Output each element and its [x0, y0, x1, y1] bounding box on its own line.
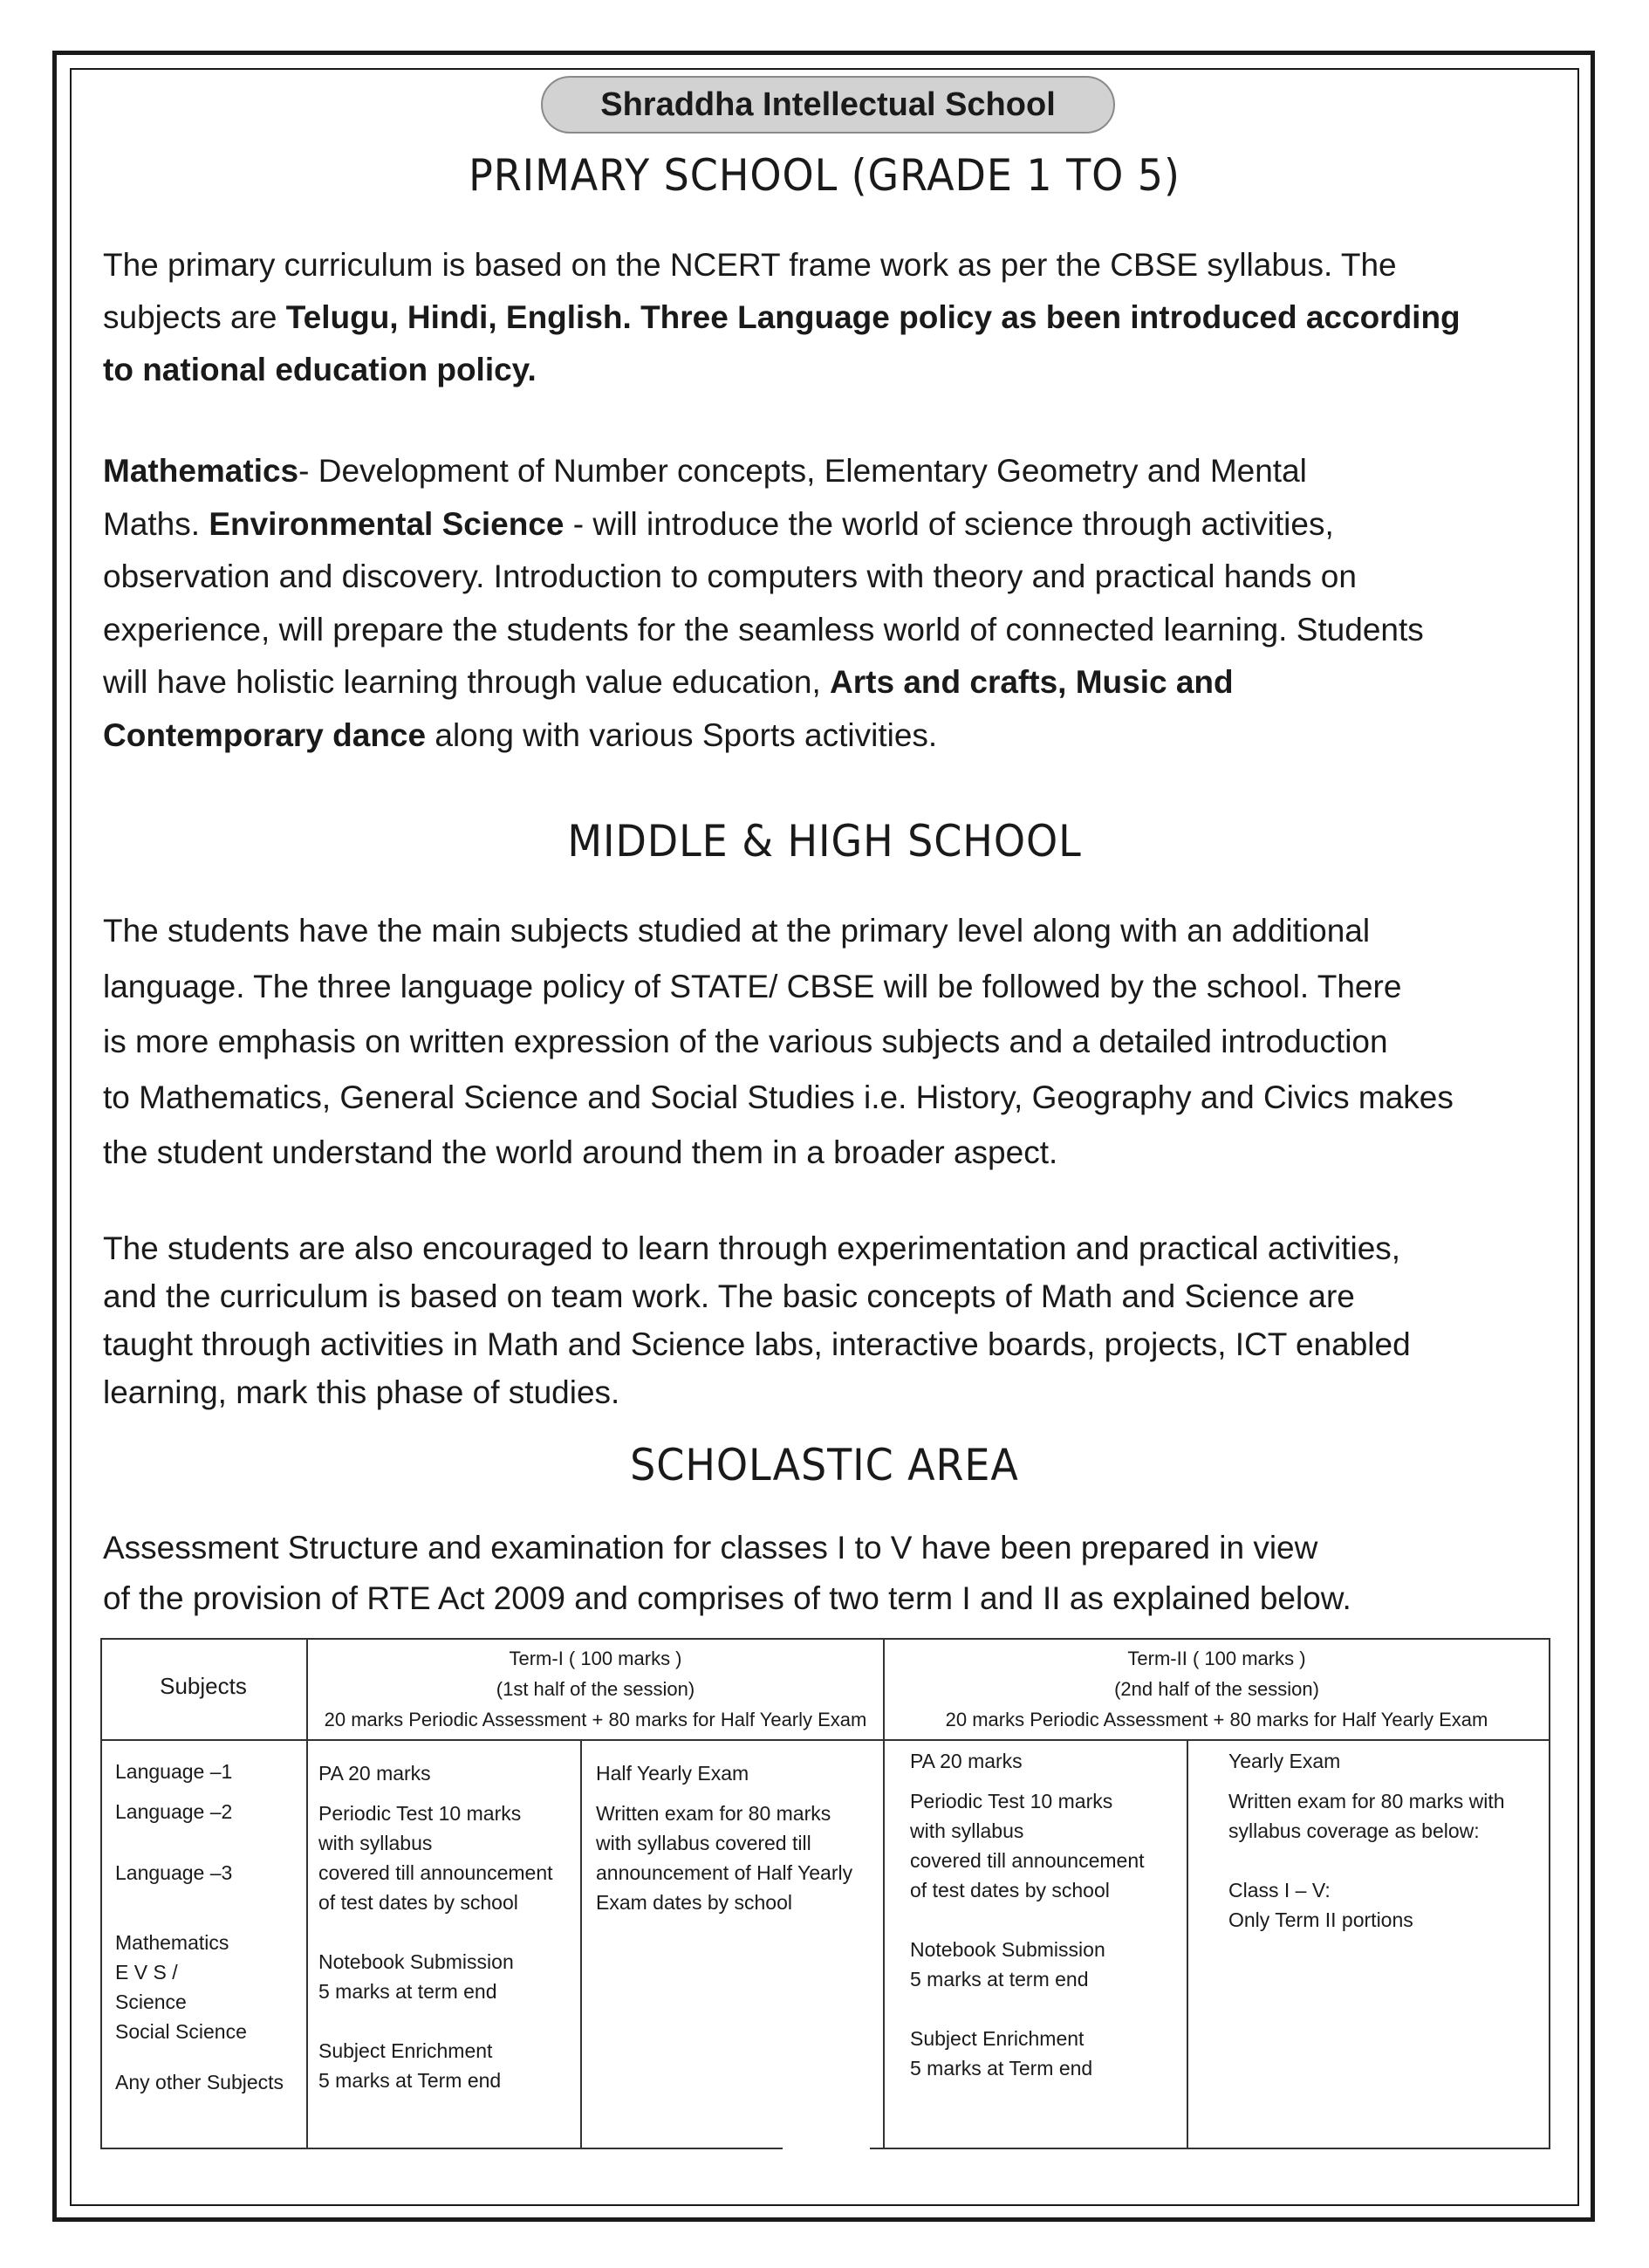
primary-paragraph-1 [103, 239, 1551, 396]
cell-line: Periodic Test 10 marks [318, 1802, 522, 1825]
cell-line: with syllabus [318, 1832, 433, 1854]
school-name-badge [541, 76, 1115, 134]
text-line: and the curriculum is based on team work. The basic concepts of Math and Science are [103, 1278, 1355, 1314]
text-line: The students have the main subjects studied at the primary level along with an additional [103, 913, 1371, 949]
table-border-left [100, 1638, 102, 2149]
subject-item: Science [115, 1990, 187, 2013]
term1-header [308, 1643, 883, 1735]
table-col-divider [1187, 1739, 1188, 2149]
term1-pa-cell [318, 1758, 553, 2095]
text-line: observation and discovery. Introduction to computers with theory and practical hands on [103, 558, 1357, 594]
cell-line: Periodic Test 10 marks [910, 1790, 1113, 1812]
yearly-exam-title: Yearly Exam [1228, 1750, 1341, 1772]
subject-item: Language –2 [115, 1800, 233, 1823]
text-line: Contemporary dance along with various Sports activities. [103, 716, 938, 753]
middle-high-school-title: MIDDLE & HIGH SCHOOL [567, 816, 1082, 867]
cell-line: with syllabus covered till [596, 1832, 811, 1854]
term2-yearly-exam-cell [1228, 1746, 1505, 1935]
text-line: taught through activities in Math and Science labs, interactive boards, projects, ICT enabled [103, 1326, 1411, 1362]
subjects-list [115, 1757, 284, 2097]
cell-line: Only Term II portions [1228, 1908, 1413, 1931]
table-col-divider [580, 1739, 582, 2149]
table-border-top [100, 1638, 1550, 1640]
cell-line: covered till announcement [318, 1861, 553, 1884]
page-number-gap [783, 2146, 870, 2151]
text-line: experience, will prepare the students for the seamless world of connected learning. Students [103, 611, 1424, 648]
cell-line: with syllabus [910, 1819, 1024, 1842]
cell-line: Notebook Submission [318, 1950, 514, 1973]
cell-line: Notebook Submission [910, 1938, 1105, 1961]
cell-line: Subject Enrichment [910, 2027, 1085, 2050]
cell-line: Written exam for 80 marks [596, 1802, 831, 1825]
cell-line: Subject Enrichment [318, 2039, 493, 2062]
header-line: (2nd half of the session) [1114, 1678, 1319, 1700]
text-line: The primary curriculum is based on the NCERT frame work as per the CBSE syllabus. The [103, 247, 1397, 283]
subject-item: Mathematics [115, 1931, 229, 1954]
cell-line: Exam dates by school [596, 1891, 793, 1914]
text-line: learning, mark this phase of studies. [103, 1374, 620, 1410]
scholastic-intro [103, 1523, 1551, 1624]
cell-line: 5 marks at term end [910, 1968, 1089, 1990]
subject-item: Any other Subjects [115, 2071, 284, 2093]
header-line: (1st half of the session) [496, 1678, 695, 1700]
subject-item: E V S / [115, 1961, 178, 1984]
school-name: Shraddha Intellectual School [600, 86, 1056, 123]
text-line: the student understand the world around them in a broader aspect. [103, 1134, 1058, 1170]
cell-line: 5 marks at Term end [910, 2057, 1093, 2080]
cell-line: covered till announcement [910, 1849, 1145, 1872]
subject-item: Language –3 [115, 1861, 233, 1884]
cell-line: 5 marks at Term end [318, 2069, 502, 2092]
header-line: 20 marks Periodic Assessment + 80 marks for Half Yearly Exam [945, 1709, 1488, 1730]
text-line: will have holistic learning through value education, Arts and crafts, Music and [103, 664, 1234, 700]
text-line: to national education policy. [103, 352, 537, 387]
cell-line: of test dates by school [910, 1879, 1110, 1901]
text-line: is more emphasis on written expression of the various subjects and a detailed introduction [103, 1024, 1388, 1059]
pa-title: PA 20 marks [910, 1750, 1023, 1772]
cell-line: 5 marks at term end [318, 1980, 497, 2003]
cell-line: Class I – V: [1228, 1879, 1331, 1901]
header-line: Term-I ( 100 marks ) [509, 1648, 682, 1669]
subject-item: Language –1 [115, 1760, 233, 1783]
primary-paragraph-2 [103, 445, 1551, 762]
middle-paragraph-2 [103, 1224, 1551, 1416]
cell-line: announcement of Half Yearly [596, 1861, 853, 1884]
header-line: 20 marks Periodic Assessment + 80 marks for Half Yearly Exam [324, 1709, 867, 1730]
term1-half-yearly-cell [596, 1758, 852, 1917]
subject-item: Social Science [115, 2020, 247, 2043]
cell-line: syllabus coverage as below: [1228, 1819, 1480, 1842]
text-line: Maths. Environmental Science - will introduce the world of science through activities, [103, 505, 1334, 542]
pa-title: PA 20 marks [318, 1762, 431, 1785]
text-line: The students are also encouraged to learn through experimentation and practical activities, [103, 1230, 1401, 1266]
subjects-header: Subjects [160, 1673, 247, 1699]
text-line: Mathematics- Development of Number concepts, Elementary Geometry and Mental [103, 453, 1307, 489]
text-line: language. The three language policy of STATE/ CBSE will be followed by the school. There [103, 968, 1402, 1004]
text-line: subjects are Telugu, Hindi, English. Three Language policy as been introduced according [103, 299, 1461, 335]
cell-line: of test dates by school [318, 1891, 518, 1914]
scholastic-area-title: SCHOLASTIC AREA [630, 1440, 1019, 1490]
assessment-table [100, 1638, 1550, 2149]
cell-line: Written exam for 80 marks with [1228, 1790, 1505, 1812]
table-header-divider [100, 1739, 1550, 1741]
half-yearly-title: Half Yearly Exam [596, 1762, 749, 1785]
primary-school-title: PRIMARY SCHOOL (GRADE 1 TO 5) [469, 150, 1180, 201]
text-line: of the provision of RTE Act 2009 and comprises of two term I and II as explained below. [103, 1580, 1351, 1616]
text-line: Assessment Structure and examination for classes I to V have been prepared in view [103, 1530, 1318, 1566]
text-line: to Mathematics, General Science and Social Studies i.e. History, Geography and Civics makes [103, 1079, 1454, 1115]
term2-pa-cell [910, 1746, 1145, 2083]
table-border-right [1549, 1638, 1550, 2149]
header-line: Term-II ( 100 marks ) [1127, 1648, 1306, 1669]
term2-header [885, 1643, 1549, 1735]
middle-paragraph-1 [103, 903, 1551, 1181]
